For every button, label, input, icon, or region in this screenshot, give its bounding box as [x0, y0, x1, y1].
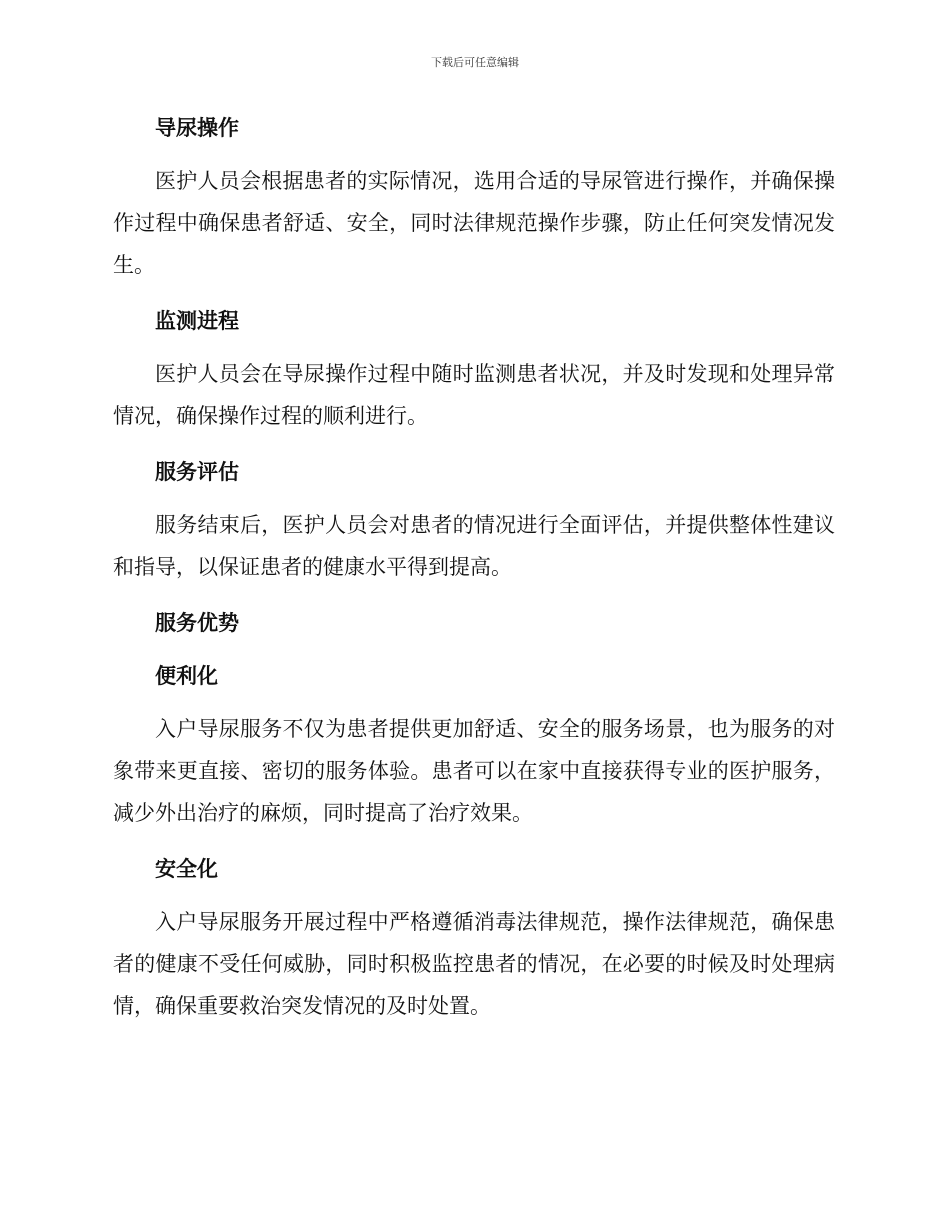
section-heading-convenience: 便利化 [155, 664, 218, 688]
section-heading-advantages: 服务优势 [155, 611, 239, 635]
section-paragraph-monitoring: 医护人员会在导尿操作过程中随时监测患者状况，并及时发现和处理异常情况，确保操作过程的顺利进行。 [113, 362, 835, 428]
section-heading-evaluation: 服务评估 [155, 460, 239, 484]
section-heading-safety: 安全化 [155, 857, 218, 881]
section-paragraph-safety: 入户导尿服务开展过程中严格遵循消毒法律规范，操作法律规范，确保患者的健康不受任何威胁，同时积极监控患者的情况，在必要的时候及时处理病情，确保重要救治突发情况的及时处置。 [113, 910, 835, 1018]
document-body [113, 110, 835, 1027]
section-paragraph-urination-operation: 医护人员会根据患者的实际情况，选用合适的导尿管进行操作，并确保操作过程中确保患者舒适、安全，同时法律规范操作步骤，防止任何突发情况发生。 [113, 169, 835, 277]
section-heading-urination-operation: 导尿操作 [155, 116, 239, 140]
section-paragraph-evaluation: 服务结束后，医护人员会对患者的情况进行全面评估，并提供整体性建议和指导，以保证患者的健康水平得到提高。 [113, 513, 835, 579]
section-heading-monitoring: 监测进程 [155, 309, 239, 333]
page-header-note: 下载后可任意编辑 [431, 56, 519, 69]
section-paragraph-convenience: 入户导尿服务不仅为患者提供更加舒适、安全的服务场景，也为服务的对象带来更直接、密切的服务体验。患者可以在家中直接获得专业的医护服务，减少外出治疗的麻烦，同时提高了治疗效果。 [113, 717, 835, 825]
